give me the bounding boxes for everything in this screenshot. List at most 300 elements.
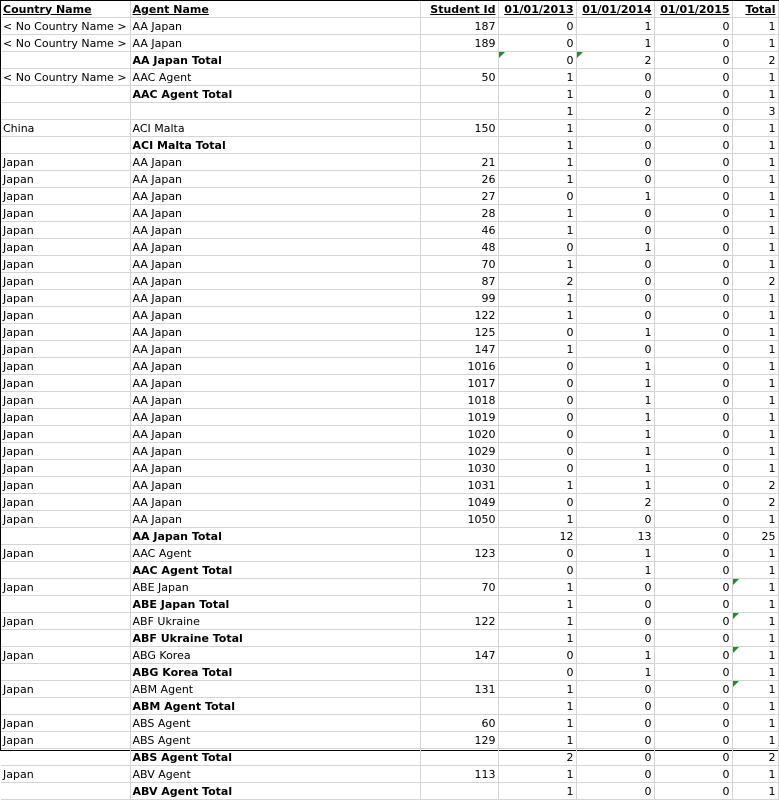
cell-d2013[interactable]: 2 bbox=[498, 273, 576, 290]
cell-total[interactable]: 1 bbox=[732, 426, 778, 443]
cell-total[interactable]: 1 bbox=[732, 69, 778, 86]
cell-d2013[interactable]: 0 bbox=[498, 562, 576, 579]
cell-country[interactable]: Japan bbox=[1, 715, 130, 732]
cell-agent[interactable]: ABV Agent bbox=[130, 766, 420, 783]
cell-total[interactable]: 1 bbox=[732, 154, 778, 171]
cell-country[interactable]: Japan bbox=[1, 188, 130, 205]
cell-agent[interactable]: AA Japan bbox=[130, 494, 420, 511]
cell-d2013[interactable]: 0 bbox=[498, 324, 576, 341]
cell-total[interactable]: 1 bbox=[732, 545, 778, 562]
cell-d2015[interactable]: 0 bbox=[654, 375, 732, 392]
cell-d2015[interactable]: 0 bbox=[654, 69, 732, 86]
cell-d2015[interactable]: 0 bbox=[654, 358, 732, 375]
cell-total[interactable]: 2 bbox=[732, 749, 778, 766]
cell-agent[interactable] bbox=[130, 103, 420, 120]
cell-d2014[interactable]: 1 bbox=[576, 392, 654, 409]
cell-student[interactable] bbox=[420, 137, 498, 154]
cell-d2014[interactable]: 1 bbox=[576, 409, 654, 426]
cell-agent[interactable]: AA Japan bbox=[130, 375, 420, 392]
cell-agent[interactable]: AAC Agent bbox=[130, 69, 420, 86]
cell-d2013[interactable]: 1 bbox=[498, 766, 576, 783]
cell-country[interactable]: < No Country Name > bbox=[1, 35, 130, 52]
cell-total[interactable]: 1 bbox=[732, 647, 778, 664]
cell-d2014[interactable]: 0 bbox=[576, 732, 654, 749]
cell-agent[interactable]: AA Japan bbox=[130, 154, 420, 171]
cell-total[interactable]: 1 bbox=[732, 766, 778, 783]
cell-d2014[interactable]: 2 bbox=[576, 494, 654, 511]
cell-d2013[interactable]: 0 bbox=[498, 443, 576, 460]
header-date-2015[interactable]: 01/01/2015 bbox=[654, 1, 732, 18]
header-student-id[interactable]: Student Id bbox=[420, 1, 498, 18]
cell-student[interactable]: 1016 bbox=[420, 358, 498, 375]
cell-d2013[interactable]: 1 bbox=[498, 596, 576, 613]
cell-d2013[interactable]: 1 bbox=[498, 120, 576, 137]
cell-d2014[interactable]: 0 bbox=[576, 596, 654, 613]
cell-d2015[interactable]: 0 bbox=[654, 188, 732, 205]
cell-agent[interactable]: AA Japan bbox=[130, 205, 420, 222]
cell-country[interactable]: < No Country Name > bbox=[1, 18, 130, 35]
cell-d2015[interactable]: 0 bbox=[654, 307, 732, 324]
cell-country[interactable] bbox=[1, 596, 130, 613]
cell-total[interactable]: 2 bbox=[732, 273, 778, 290]
cell-d2015[interactable]: 0 bbox=[654, 222, 732, 239]
cell-total[interactable]: 1 bbox=[732, 256, 778, 273]
cell-total[interactable]: 1 bbox=[732, 783, 778, 800]
cell-agent[interactable]: AA Japan bbox=[130, 511, 420, 528]
cell-total[interactable]: 1 bbox=[732, 698, 778, 715]
cell-student[interactable]: 189 bbox=[420, 35, 498, 52]
cell-d2015[interactable]: 0 bbox=[654, 545, 732, 562]
cell-agent[interactable]: AA Japan bbox=[130, 477, 420, 494]
cell-agent[interactable]: AA Japan bbox=[130, 171, 420, 188]
cell-d2013[interactable]: 0 bbox=[498, 239, 576, 256]
cell-student[interactable]: 99 bbox=[420, 290, 498, 307]
cell-agent[interactable]: AAC Agent Total bbox=[130, 86, 420, 103]
cell-agent[interactable]: ABS Agent bbox=[130, 715, 420, 732]
cell-d2013[interactable]: 1 bbox=[498, 715, 576, 732]
cell-total[interactable]: 1 bbox=[732, 120, 778, 137]
cell-d2013[interactable]: 0 bbox=[498, 358, 576, 375]
cell-country[interactable]: < No Country Name > bbox=[1, 69, 130, 86]
cell-country[interactable]: Japan bbox=[1, 613, 130, 630]
cell-country[interactable]: Japan bbox=[1, 477, 130, 494]
cell-d2013[interactable]: 0 bbox=[498, 426, 576, 443]
cell-d2015[interactable]: 0 bbox=[654, 256, 732, 273]
cell-d2013[interactable]: 0 bbox=[498, 35, 576, 52]
cell-d2014[interactable]: 0 bbox=[576, 698, 654, 715]
cell-total[interactable]: 1 bbox=[732, 460, 778, 477]
cell-d2015[interactable]: 0 bbox=[654, 681, 732, 698]
cell-d2014[interactable]: 0 bbox=[576, 154, 654, 171]
cell-agent[interactable]: ABE Japan Total bbox=[130, 596, 420, 613]
cell-total[interactable]: 1 bbox=[732, 664, 778, 681]
cell-student[interactable]: 129 bbox=[420, 732, 498, 749]
cell-country[interactable]: Japan bbox=[1, 409, 130, 426]
cell-d2013[interactable]: 1 bbox=[498, 154, 576, 171]
cell-d2014[interactable]: 1 bbox=[576, 647, 654, 664]
cell-d2013[interactable]: 1 bbox=[498, 222, 576, 239]
cell-d2015[interactable]: 0 bbox=[654, 120, 732, 137]
cell-d2013[interactable]: 1 bbox=[498, 69, 576, 86]
cell-d2013[interactable]: 1 bbox=[498, 103, 576, 120]
cell-d2015[interactable]: 0 bbox=[654, 35, 732, 52]
cell-d2013[interactable]: 0 bbox=[498, 392, 576, 409]
cell-country[interactable]: China bbox=[1, 120, 130, 137]
cell-d2013[interactable]: 1 bbox=[498, 137, 576, 154]
cell-d2015[interactable]: 0 bbox=[654, 596, 732, 613]
cell-d2014[interactable]: 0 bbox=[576, 613, 654, 630]
cell-total[interactable]: 1 bbox=[732, 239, 778, 256]
cell-d2015[interactable]: 0 bbox=[654, 409, 732, 426]
cell-total[interactable]: 1 bbox=[732, 443, 778, 460]
cell-country[interactable] bbox=[1, 528, 130, 545]
cell-d2014[interactable]: 0 bbox=[576, 137, 654, 154]
cell-agent[interactable]: AA Japan bbox=[130, 307, 420, 324]
cell-student[interactable]: 70 bbox=[420, 256, 498, 273]
cell-total[interactable]: 1 bbox=[732, 511, 778, 528]
cell-d2013[interactable]: 1 bbox=[498, 256, 576, 273]
cell-agent[interactable]: AA Japan bbox=[130, 460, 420, 477]
header-total[interactable]: Total bbox=[732, 1, 778, 18]
cell-student[interactable] bbox=[420, 664, 498, 681]
cell-d2013[interactable]: 1 bbox=[498, 86, 576, 103]
cell-total[interactable]: 1 bbox=[732, 137, 778, 154]
cell-country[interactable]: Japan bbox=[1, 579, 130, 596]
cell-country[interactable]: Japan bbox=[1, 171, 130, 188]
cell-d2015[interactable]: 0 bbox=[654, 477, 732, 494]
cell-country[interactable] bbox=[1, 698, 130, 715]
cell-agent[interactable]: ABV Agent Total bbox=[130, 783, 420, 800]
cell-total[interactable]: 2 bbox=[732, 477, 778, 494]
cell-total[interactable]: 1 bbox=[732, 171, 778, 188]
cell-country[interactable]: Japan bbox=[1, 205, 130, 222]
cell-d2015[interactable]: 0 bbox=[654, 664, 732, 681]
cell-agent[interactable]: ABE Japan bbox=[130, 579, 420, 596]
cell-d2014[interactable]: 1 bbox=[576, 460, 654, 477]
cell-agent[interactable]: ABG Korea bbox=[130, 647, 420, 664]
cell-student[interactable] bbox=[420, 103, 498, 120]
cell-country[interactable]: Japan bbox=[1, 647, 130, 664]
cell-agent[interactable]: AA Japan bbox=[130, 358, 420, 375]
cell-d2014[interactable]: 1 bbox=[576, 324, 654, 341]
cell-agent[interactable]: ACI Malta bbox=[130, 120, 420, 137]
cell-student[interactable] bbox=[420, 596, 498, 613]
cell-d2014[interactable]: 0 bbox=[576, 171, 654, 188]
cell-agent[interactable]: AA Japan bbox=[130, 392, 420, 409]
cell-d2013[interactable]: 1 bbox=[498, 783, 576, 800]
cell-d2013[interactable]: 0 bbox=[498, 664, 576, 681]
cell-total[interactable]: 1 bbox=[732, 562, 778, 579]
cell-d2013[interactable]: 1 bbox=[498, 681, 576, 698]
cell-total[interactable]: 1 bbox=[732, 35, 778, 52]
cell-d2015[interactable]: 0 bbox=[654, 732, 732, 749]
cell-student[interactable] bbox=[420, 630, 498, 647]
cell-d2014[interactable]: 2 bbox=[576, 52, 654, 69]
cell-d2014[interactable]: 1 bbox=[576, 358, 654, 375]
cell-d2015[interactable]: 0 bbox=[654, 154, 732, 171]
cell-d2014[interactable]: 0 bbox=[576, 715, 654, 732]
cell-d2015[interactable]: 0 bbox=[654, 443, 732, 460]
cell-country[interactable] bbox=[1, 562, 130, 579]
cell-d2013[interactable]: 1 bbox=[498, 579, 576, 596]
cell-agent[interactable]: AA Japan bbox=[130, 273, 420, 290]
cell-student[interactable]: 1049 bbox=[420, 494, 498, 511]
cell-agent[interactable]: ABM Agent Total bbox=[130, 698, 420, 715]
cell-d2015[interactable]: 0 bbox=[654, 766, 732, 783]
cell-student[interactable] bbox=[420, 562, 498, 579]
cell-d2013[interactable]: 2 bbox=[498, 749, 576, 766]
cell-d2015[interactable]: 0 bbox=[654, 239, 732, 256]
cell-agent[interactable]: ABF Ukraine Total bbox=[130, 630, 420, 647]
cell-student[interactable]: 1030 bbox=[420, 460, 498, 477]
cell-d2015[interactable]: 0 bbox=[654, 613, 732, 630]
cell-d2014[interactable]: 0 bbox=[576, 341, 654, 358]
cell-d2013[interactable]: 0 bbox=[498, 409, 576, 426]
cell-student[interactable]: 1029 bbox=[420, 443, 498, 460]
cell-d2013[interactable]: 0 bbox=[498, 545, 576, 562]
cell-d2015[interactable]: 0 bbox=[654, 494, 732, 511]
cell-country[interactable] bbox=[1, 783, 130, 800]
cell-student[interactable] bbox=[420, 528, 498, 545]
cell-total[interactable]: 2 bbox=[732, 494, 778, 511]
cell-total[interactable]: 2 bbox=[732, 52, 778, 69]
cell-agent[interactable]: AA Japan bbox=[130, 35, 420, 52]
cell-country[interactable]: Japan bbox=[1, 766, 130, 783]
cell-country[interactable] bbox=[1, 52, 130, 69]
cell-d2014[interactable]: 1 bbox=[576, 443, 654, 460]
cell-student[interactable] bbox=[420, 698, 498, 715]
cell-d2015[interactable]: 0 bbox=[654, 392, 732, 409]
cell-country[interactable]: Japan bbox=[1, 324, 130, 341]
cell-student[interactable]: 50 bbox=[420, 69, 498, 86]
cell-country[interactable] bbox=[1, 664, 130, 681]
cell-country[interactable]: Japan bbox=[1, 154, 130, 171]
cell-student[interactable]: 122 bbox=[420, 613, 498, 630]
cell-d2013[interactable]: 1 bbox=[498, 341, 576, 358]
cell-d2014[interactable]: 0 bbox=[576, 579, 654, 596]
cell-total[interactable]: 1 bbox=[732, 86, 778, 103]
cell-student[interactable]: 122 bbox=[420, 307, 498, 324]
cell-agent[interactable]: AA Japan bbox=[130, 256, 420, 273]
cell-country[interactable] bbox=[1, 630, 130, 647]
cell-d2015[interactable]: 0 bbox=[654, 324, 732, 341]
cell-d2013[interactable]: 0 bbox=[498, 52, 576, 69]
cell-student[interactable]: 48 bbox=[420, 239, 498, 256]
cell-d2014[interactable]: 1 bbox=[576, 239, 654, 256]
cell-total[interactable]: 25 bbox=[732, 528, 778, 545]
cell-student[interactable]: 1019 bbox=[420, 409, 498, 426]
cell-d2014[interactable]: 0 bbox=[576, 256, 654, 273]
cell-d2013[interactable]: 1 bbox=[498, 205, 576, 222]
cell-d2015[interactable]: 0 bbox=[654, 103, 732, 120]
cell-total[interactable]: 1 bbox=[732, 596, 778, 613]
cell-student[interactable]: 27 bbox=[420, 188, 498, 205]
cell-d2013[interactable]: 1 bbox=[498, 511, 576, 528]
cell-d2013[interactable]: 1 bbox=[498, 477, 576, 494]
cell-total[interactable]: 1 bbox=[732, 324, 778, 341]
cell-d2013[interactable]: 1 bbox=[498, 613, 576, 630]
cell-d2015[interactable]: 0 bbox=[654, 579, 732, 596]
cell-country[interactable]: Japan bbox=[1, 273, 130, 290]
cell-d2014[interactable]: 0 bbox=[576, 120, 654, 137]
cell-student[interactable]: 113 bbox=[420, 766, 498, 783]
cell-agent[interactable]: ABM Agent bbox=[130, 681, 420, 698]
cell-d2015[interactable]: 0 bbox=[654, 52, 732, 69]
cell-agent[interactable]: AA Japan bbox=[130, 341, 420, 358]
cell-total[interactable]: 1 bbox=[732, 205, 778, 222]
cell-student[interactable] bbox=[420, 86, 498, 103]
cell-d2013[interactable]: 0 bbox=[498, 647, 576, 664]
cell-agent[interactable]: ABF Ukraine bbox=[130, 613, 420, 630]
cell-country[interactable]: Japan bbox=[1, 375, 130, 392]
cell-student[interactable]: 60 bbox=[420, 715, 498, 732]
cell-total[interactable]: 1 bbox=[732, 392, 778, 409]
cell-total[interactable]: 1 bbox=[732, 307, 778, 324]
cell-total[interactable]: 1 bbox=[732, 290, 778, 307]
cell-country[interactable]: Japan bbox=[1, 307, 130, 324]
cell-d2014[interactable]: 0 bbox=[576, 86, 654, 103]
header-agent-name[interactable]: Agent Name bbox=[130, 1, 420, 18]
cell-d2015[interactable]: 0 bbox=[654, 460, 732, 477]
cell-d2014[interactable]: 1 bbox=[576, 664, 654, 681]
cell-total[interactable]: 1 bbox=[732, 188, 778, 205]
cell-d2014[interactable]: 1 bbox=[576, 426, 654, 443]
cell-d2015[interactable]: 0 bbox=[654, 749, 732, 766]
cell-country[interactable]: Japan bbox=[1, 222, 130, 239]
cell-d2015[interactable]: 0 bbox=[654, 290, 732, 307]
cell-country[interactable]: Japan bbox=[1, 392, 130, 409]
cell-student[interactable]: 147 bbox=[420, 341, 498, 358]
cell-student[interactable]: 87 bbox=[420, 273, 498, 290]
cell-student[interactable]: 70 bbox=[420, 579, 498, 596]
header-country-name[interactable]: Country Name bbox=[1, 1, 130, 18]
cell-agent[interactable]: AA Japan Total bbox=[130, 52, 420, 69]
cell-d2015[interactable]: 0 bbox=[654, 783, 732, 800]
cell-student[interactable]: 1031 bbox=[420, 477, 498, 494]
cell-d2013[interactable]: 1 bbox=[498, 307, 576, 324]
cell-country[interactable]: Japan bbox=[1, 290, 130, 307]
cell-d2013[interactable]: 1 bbox=[498, 698, 576, 715]
cell-student[interactable]: 28 bbox=[420, 205, 498, 222]
cell-d2014[interactable]: 1 bbox=[576, 562, 654, 579]
cell-country[interactable]: Japan bbox=[1, 256, 130, 273]
cell-country[interactable]: Japan bbox=[1, 545, 130, 562]
cell-d2014[interactable]: 1 bbox=[576, 18, 654, 35]
cell-d2013[interactable]: 1 bbox=[498, 290, 576, 307]
cell-student[interactable]: 1018 bbox=[420, 392, 498, 409]
cell-d2015[interactable]: 0 bbox=[654, 528, 732, 545]
cell-country[interactable]: Japan bbox=[1, 681, 130, 698]
cell-d2014[interactable]: 0 bbox=[576, 222, 654, 239]
cell-agent[interactable]: AA Japan bbox=[130, 188, 420, 205]
cell-total[interactable]: 1 bbox=[732, 341, 778, 358]
cell-d2015[interactable]: 0 bbox=[654, 341, 732, 358]
cell-country[interactable] bbox=[1, 749, 130, 766]
cell-agent[interactable]: AA Japan bbox=[130, 324, 420, 341]
cell-student[interactable] bbox=[420, 783, 498, 800]
header-date-2013[interactable]: 01/01/2013 bbox=[498, 1, 576, 18]
cell-agent[interactable]: AA Japan bbox=[130, 426, 420, 443]
cell-student[interactable]: 125 bbox=[420, 324, 498, 341]
cell-d2014[interactable]: 0 bbox=[576, 630, 654, 647]
cell-d2013[interactable]: 0 bbox=[498, 188, 576, 205]
cell-d2015[interactable]: 0 bbox=[654, 137, 732, 154]
cell-country[interactable]: Japan bbox=[1, 511, 130, 528]
cell-d2014[interactable]: 1 bbox=[576, 375, 654, 392]
cell-student[interactable]: 26 bbox=[420, 171, 498, 188]
cell-d2013[interactable]: 12 bbox=[498, 528, 576, 545]
cell-d2014[interactable]: 0 bbox=[576, 205, 654, 222]
cell-student[interactable]: 1017 bbox=[420, 375, 498, 392]
cell-d2015[interactable]: 0 bbox=[654, 715, 732, 732]
cell-student[interactable] bbox=[420, 749, 498, 766]
cell-country[interactable]: Japan bbox=[1, 341, 130, 358]
cell-d2013[interactable]: 0 bbox=[498, 460, 576, 477]
cell-student[interactable] bbox=[420, 52, 498, 69]
cell-student[interactable]: 1050 bbox=[420, 511, 498, 528]
cell-d2014[interactable]: 13 bbox=[576, 528, 654, 545]
cell-student[interactable]: 1020 bbox=[420, 426, 498, 443]
cell-country[interactable] bbox=[1, 137, 130, 154]
cell-d2014[interactable]: 0 bbox=[576, 783, 654, 800]
cell-d2014[interactable]: 0 bbox=[576, 69, 654, 86]
cell-agent[interactable]: AA Japan bbox=[130, 409, 420, 426]
cell-total[interactable]: 3 bbox=[732, 103, 778, 120]
cell-agent[interactable]: AAC Agent Total bbox=[130, 562, 420, 579]
cell-d2014[interactable]: 1 bbox=[576, 35, 654, 52]
cell-d2015[interactable]: 0 bbox=[654, 511, 732, 528]
cell-student[interactable]: 150 bbox=[420, 120, 498, 137]
cell-agent[interactable]: AA Japan bbox=[130, 18, 420, 35]
cell-d2014[interactable]: 0 bbox=[576, 681, 654, 698]
cell-agent[interactable]: AA Japan bbox=[130, 222, 420, 239]
cell-total[interactable]: 1 bbox=[732, 681, 778, 698]
cell-agent[interactable]: ABS Agent Total bbox=[130, 749, 420, 766]
cell-d2013[interactable]: 1 bbox=[498, 732, 576, 749]
cell-country[interactable]: Japan bbox=[1, 426, 130, 443]
cell-d2014[interactable]: 1 bbox=[576, 545, 654, 562]
cell-d2013[interactable]: 0 bbox=[498, 375, 576, 392]
cell-d2014[interactable]: 0 bbox=[576, 273, 654, 290]
cell-total[interactable]: 1 bbox=[732, 579, 778, 596]
cell-d2014[interactable]: 0 bbox=[576, 749, 654, 766]
cell-country[interactable] bbox=[1, 86, 130, 103]
cell-agent[interactable]: AA Japan bbox=[130, 290, 420, 307]
cell-d2013[interactable]: 0 bbox=[498, 18, 576, 35]
cell-d2015[interactable]: 0 bbox=[654, 562, 732, 579]
cell-agent[interactable]: ABG Korea Total bbox=[130, 664, 420, 681]
cell-student[interactable]: 123 bbox=[420, 545, 498, 562]
cell-total[interactable]: 1 bbox=[732, 613, 778, 630]
cell-d2013[interactable]: 0 bbox=[498, 494, 576, 511]
cell-student[interactable]: 46 bbox=[420, 222, 498, 239]
cell-student[interactable]: 131 bbox=[420, 681, 498, 698]
cell-total[interactable]: 1 bbox=[732, 630, 778, 647]
cell-total[interactable]: 1 bbox=[732, 732, 778, 749]
cell-d2015[interactable]: 0 bbox=[654, 698, 732, 715]
cell-country[interactable]: Japan bbox=[1, 460, 130, 477]
cell-total[interactable]: 1 bbox=[732, 358, 778, 375]
cell-d2015[interactable]: 0 bbox=[654, 426, 732, 443]
cell-country[interactable]: Japan bbox=[1, 494, 130, 511]
cell-agent[interactable]: AA Japan bbox=[130, 443, 420, 460]
cell-country[interactable] bbox=[1, 103, 130, 120]
cell-d2014[interactable]: 0 bbox=[576, 511, 654, 528]
cell-agent[interactable]: ABS Agent bbox=[130, 732, 420, 749]
cell-country[interactable]: Japan bbox=[1, 732, 130, 749]
cell-d2015[interactable]: 0 bbox=[654, 18, 732, 35]
cell-d2015[interactable]: 0 bbox=[654, 630, 732, 647]
